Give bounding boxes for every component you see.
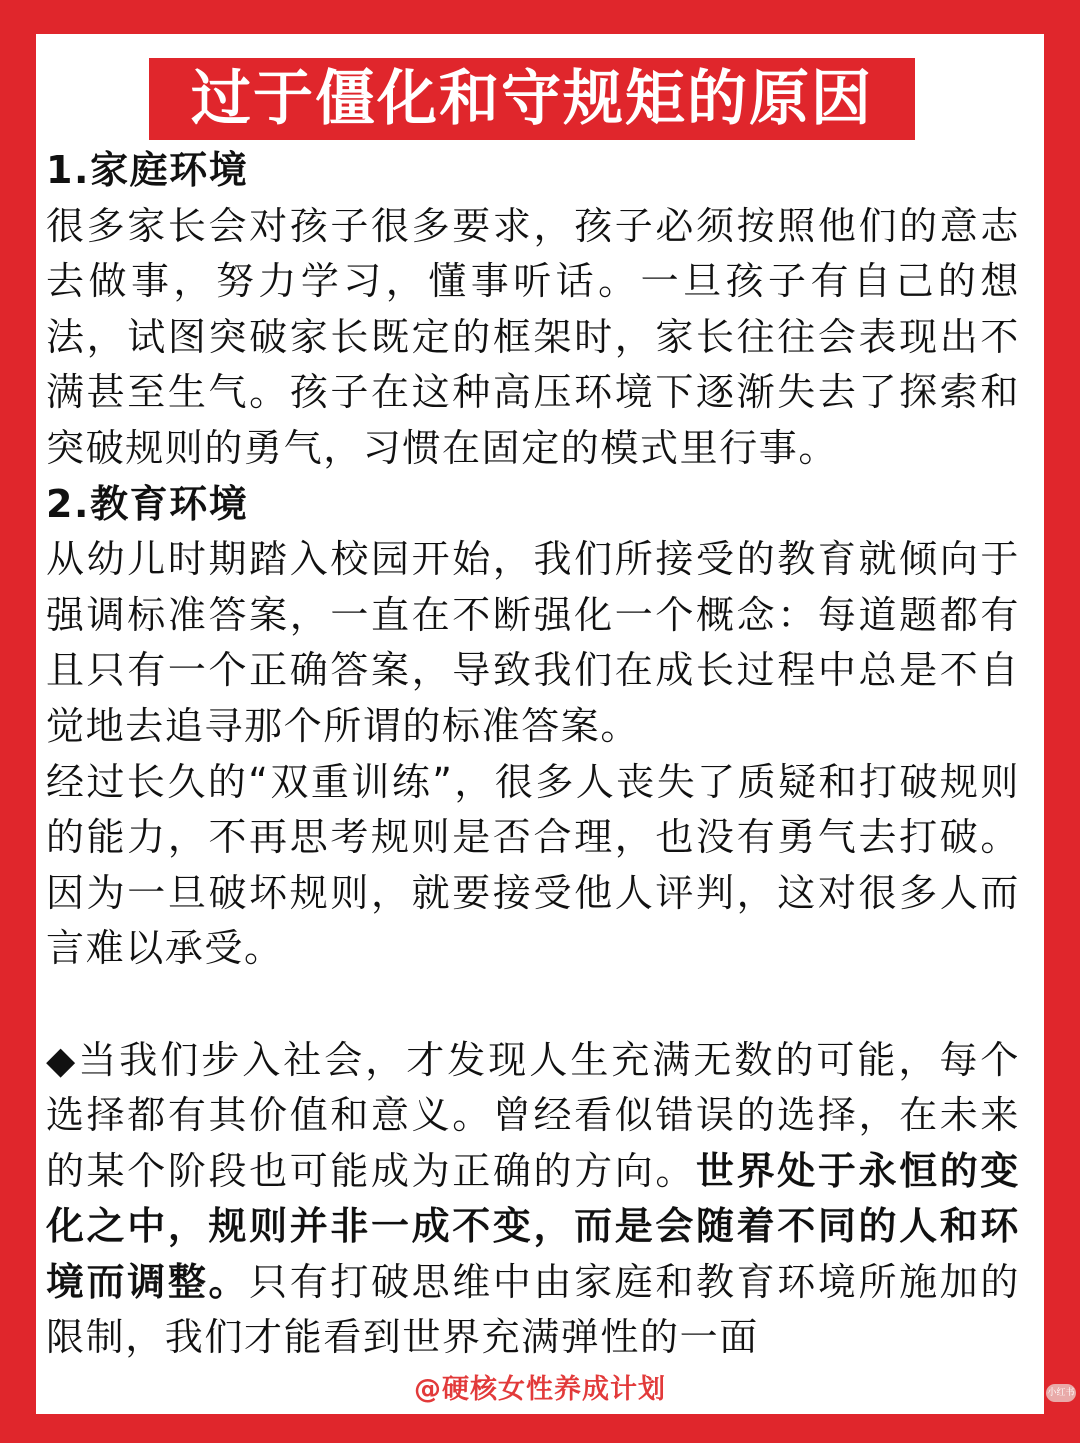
section-paragraph: 很多家长会对孩子很多要求，孩子必须按照他们的意志去做事，努力学习，懂事听话。一旦孩子有自己的想法，试图突破家长既定的框架时，家长往往会表现出不满甚至生气。孩子在这种高压环境下逐渐失去了探索和突破规则的勇气，习惯在固定的模式里行事。 (46, 203, 1020, 470)
conclusion-text-end: 只有打破思维中由家庭和教育环境所施加的限制，我们才能看到世界充满弹性的一面 (46, 1259, 1020, 1360)
content-card (36, 34, 1044, 1414)
spacer (46, 977, 1020, 1033)
author-watermark: @硬核女性养成计划 (414, 1374, 666, 1405)
conclusion-text: 当我们步入社会，才发现人生充满无数的可能，每个选择都有其价值和意义。曾经看似错误的选择，在未来的某个阶段也可能成为正确的方向。 (46, 1037, 1020, 1193)
platform-badge: 小红书 (1046, 1384, 1076, 1402)
article-body (46, 143, 1020, 1366)
section-heading-education: 2.教育环境 (46, 481, 249, 526)
section-paragraph: 从幼儿时期踏入校园开始，我们所接受的教育就倾向于强调标准答案，一直在不断强化一个概念：每道题都有且只有一个正确答案，导致我们在成长过程中总是不自觉地去追寻那个所谓的标准答案。 (46, 537, 1020, 748)
section-paragraph: 经过长久的“双重训练”，很多人丧失了质疑和打破规则的能力，不再思考规则是否合理，也没有勇气去打破。因为一旦破坏规则，就要接受他人评判，这对很多人而言难以承受。 (46, 759, 1020, 971)
page-title: 过于僵化和守规矩的原因 (149, 58, 915, 140)
conclusion-emphasis: 世界处于永恒的变化之中，规则并非一成不变，而是会随着不同的人和环境而调整。 (46, 1148, 1020, 1304)
diamond-bullet-icon: ◆ (46, 1037, 79, 1082)
section-heading-family: 1.家庭环境 (46, 148, 249, 192)
conclusion-paragraph (46, 1033, 1020, 1367)
